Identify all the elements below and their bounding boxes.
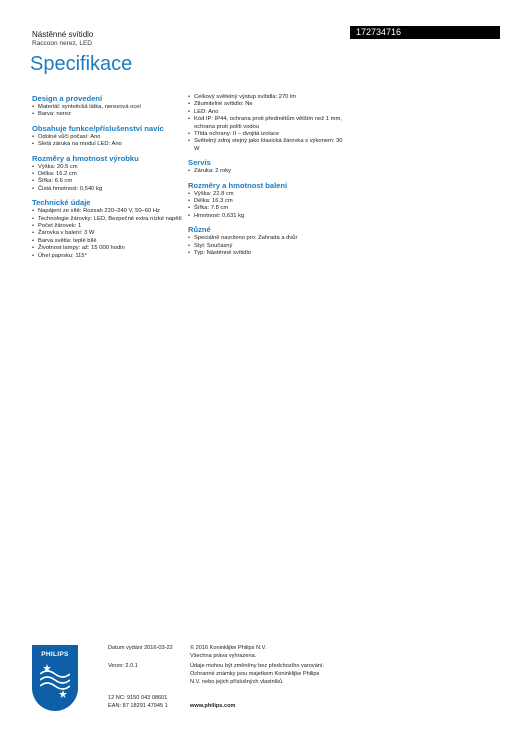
shield-stars-icon bbox=[40, 662, 70, 698]
spec-list bbox=[32, 134, 190, 149]
product-subtitle: Raccoon nerez, LED bbox=[32, 40, 92, 47]
spec-item: • Výška: 20.5 cm bbox=[32, 164, 190, 171]
spec-section bbox=[188, 225, 346, 257]
spec-item: • Technologie žárovky: LED, Bezpečné extra nízké napětí bbox=[32, 216, 190, 223]
spec-item: • Délka: 16.2 cm bbox=[32, 171, 190, 178]
website-link[interactable]: www.philips.com bbox=[190, 703, 236, 709]
spec-item: • Světelný zdroj stejný jako klasická žárovka s výkonem: 30 W bbox=[188, 138, 346, 153]
section-heading: Rozměry a hmotnost balení bbox=[188, 180, 288, 190]
spec-section bbox=[32, 198, 190, 260]
nc-label: 12 NC: 9150 043 08601 bbox=[108, 695, 168, 701]
spec-list bbox=[32, 104, 190, 119]
spec-item: • Typ: Nástěnné svítidlo bbox=[188, 250, 346, 257]
spec-section bbox=[32, 154, 190, 194]
spec-section bbox=[188, 181, 346, 221]
product-code-bar: 172734716 bbox=[350, 26, 500, 39]
spec-item: • Kód IP: IP44, ochrana proti předmětům větším než 1 mm, ochrana proti políti vodou bbox=[188, 116, 346, 131]
disclaimer-line-2: Ochranné známky jsou majetkem Koninklijke Philips bbox=[190, 671, 320, 677]
spec-item: • Šířka: 6.6 cm bbox=[32, 178, 190, 185]
left-column bbox=[32, 94, 190, 265]
section-heading: Servis bbox=[188, 158, 211, 168]
spec-item: • LED: Ano bbox=[188, 109, 346, 116]
issue-date: Datum vydání 2016-03-22 bbox=[108, 645, 173, 651]
spec-item: • Šířka: 7.8 cm bbox=[188, 205, 346, 212]
spec-list bbox=[188, 191, 346, 221]
product-name: Nástěnné svítidlo bbox=[32, 30, 94, 39]
spec-item: • Délka: 16.3 cm bbox=[188, 198, 346, 205]
spec-item: • Barva světla: teplé bílé bbox=[32, 238, 190, 245]
spec-section bbox=[188, 158, 346, 175]
spec-item: • Záruka: 2 roky bbox=[188, 168, 346, 175]
spec-item: • Barva: nerez bbox=[32, 111, 190, 118]
spec-section bbox=[188, 94, 346, 153]
spec-list bbox=[32, 208, 190, 260]
spec-list bbox=[32, 164, 190, 194]
section-heading: Různé bbox=[188, 225, 211, 235]
section-heading: Technické údaje bbox=[32, 198, 91, 208]
spec-item: • Ztlumitelné svítidlo: Ne bbox=[188, 101, 346, 108]
spec-item: • Třída ochrany: II – dvojitá izolace bbox=[188, 131, 346, 138]
copyright-text: © 2016 Koninklijke Philips N.V. bbox=[190, 645, 267, 651]
spec-list bbox=[188, 168, 346, 175]
spec-list bbox=[188, 235, 346, 257]
spec-item: • Životnost lampy: až: 15 000 hodin bbox=[32, 245, 190, 252]
section-heading: Obsahuje funkce/příslušenství navíc bbox=[32, 123, 164, 133]
spec-item: • Hmotnost: 0,631 kg bbox=[188, 213, 346, 220]
brand-wordmark: PHILIPS bbox=[41, 651, 69, 658]
section-heading: Rozměry a hmotnost výrobku bbox=[32, 153, 139, 163]
spec-item: • Celkový světelný výstup svítidla: 270 lm bbox=[188, 94, 346, 101]
spec-section bbox=[32, 94, 190, 119]
spec-item: • Napájení ze sítě: Rozsah 220–240 V, 50–60 Hz bbox=[32, 208, 190, 215]
spec-item: • Čistá hmotnost: 0,540 kg bbox=[32, 186, 190, 193]
spec-item: • Výška: 22.8 cm bbox=[188, 191, 346, 198]
disclaimer-line-1: Údaje mohou být změněny bez předchozího varování. bbox=[190, 663, 325, 669]
version-label: Verze: 2.0.1 bbox=[108, 663, 138, 669]
spec-item: • Sletá záruka na modul LED: Ano bbox=[32, 141, 190, 148]
spec-item: • Odolné vůči počasí: Ano bbox=[32, 134, 190, 141]
philips-shield-logo bbox=[32, 645, 78, 711]
spec-section bbox=[32, 124, 190, 149]
spec-item: • Styl: Současný bbox=[188, 243, 346, 250]
spec-item: • Žárovka v balení: 3 W bbox=[32, 230, 190, 237]
spec-item: • Počet žárovek: 1 bbox=[32, 223, 190, 230]
spec-item: • Úhel paprsku: 115° bbox=[32, 253, 190, 260]
section-heading: Design a provedení bbox=[32, 94, 103, 103]
rights-text: Všechna práva vyhrazena. bbox=[190, 653, 257, 659]
spec-item: • Speciálně navrženo pro: Zahrada a dvůr bbox=[188, 235, 346, 242]
spec-list bbox=[188, 94, 346, 153]
disclaimer-line-3: N.V. nebo jejich příslušných vlastníků. bbox=[190, 679, 284, 685]
right-column bbox=[188, 94, 346, 263]
ean-label: EAN: 87 18291 47945 1 bbox=[108, 703, 168, 709]
page-title: Specifikace bbox=[30, 53, 133, 75]
spec-item: • Materiál: syntetická látka, nerezová ocel bbox=[32, 104, 190, 111]
